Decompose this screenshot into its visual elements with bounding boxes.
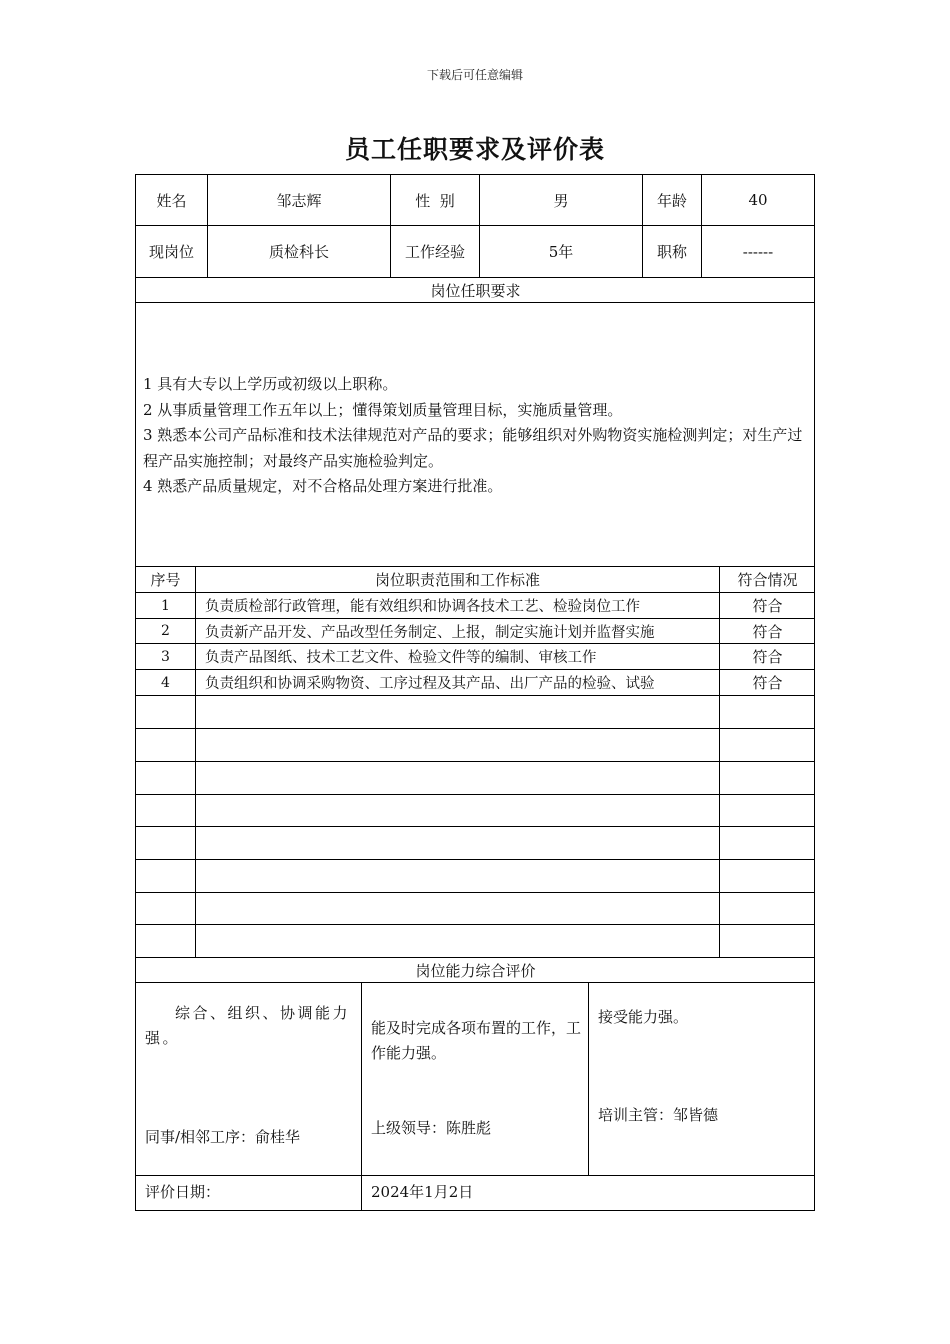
- name-label: 姓名: [156, 191, 187, 210]
- divider: [135, 826, 815, 827]
- table-row-scope: 负责产品图纸、技术工艺文件、检验文件等的编制、审核工作: [205, 650, 597, 666]
- divider: [135, 695, 815, 696]
- divider: [195, 566, 196, 957]
- title-label: 职称: [656, 243, 687, 261]
- age-value: 40: [748, 191, 768, 209]
- title-value: ------: [742, 242, 774, 261]
- table-row-no: 3: [161, 648, 170, 665]
- table-row-scope: 负责组织和协调采购物资、工序过程及其产品、出厂产品的检验、试验: [205, 676, 655, 692]
- name-value: 邹志辉: [276, 191, 322, 210]
- requirements-list: [143, 372, 808, 500]
- requirement-item: 4 熟悉产品质量规定，对不合格品处理方案进行批准。: [143, 477, 503, 495]
- divider: [361, 982, 362, 1211]
- divider: [588, 982, 589, 1175]
- gender-value: 男: [553, 191, 569, 210]
- training-signature: 培训主管：邹皆德: [598, 1106, 719, 1124]
- table-row-status: 符合: [752, 674, 783, 692]
- col-header-no: 序号: [150, 571, 181, 589]
- table-row-status: 符合: [752, 622, 783, 641]
- date-label: 评价日期：: [145, 1183, 221, 1201]
- table-row-no: 1: [161, 597, 170, 614]
- divider: [135, 302, 815, 303]
- col-header-status: 符合情况: [737, 571, 798, 589]
- requirement-item: 2 从事质量管理工作五年以上；懂得策划质量管理目标，实施质量管理。: [143, 400, 623, 419]
- requirements-heading: 岗位任职要求: [430, 281, 521, 300]
- table-row-scope: 负责质检部行政管理，能有效组织和协调各技术工艺、检验岗位工作: [205, 599, 640, 615]
- divider: [135, 1175, 815, 1176]
- divider: [135, 859, 815, 860]
- requirement-item: 1 具有大专以上学历或初级以上职称。: [143, 375, 398, 393]
- evaluation-heading: 岗位能力综合评价: [415, 961, 536, 980]
- divider: [135, 728, 815, 729]
- divider: [135, 761, 815, 762]
- experience-value: 5年: [548, 243, 574, 261]
- col-header-scope: 岗位职责范围和工作标准: [374, 571, 540, 589]
- header-note: 下载后可任意编辑: [426, 68, 523, 82]
- date-value: 2024年1月2日: [371, 1183, 474, 1201]
- table-row-status: 符合: [752, 648, 783, 666]
- divider: [135, 982, 815, 983]
- training-comment: 接受能力强。: [598, 1008, 689, 1026]
- colleague-comment: 综合、组织、协调能力强。: [145, 1004, 351, 1047]
- divider: [135, 892, 815, 893]
- table-row-no: 2: [161, 623, 170, 639]
- experience-label: 工作经验: [404, 243, 465, 261]
- table-row-no: 4: [161, 674, 170, 691]
- position-label: 现岗位: [148, 243, 194, 261]
- requirement-item: 3 熟悉本公司产品标准和技术法律规范对产品的要求；能够组织对外购物资实施检测判定；对生产过程产品实施控制；对最终产品实施检验判定。: [143, 426, 803, 470]
- table-row-status: 符合: [752, 597, 783, 615]
- age-label: 年龄: [656, 191, 687, 210]
- table-row-scope: 负责新产品开发、产品改型任务制定、上报，制定实施计划并监督实施: [205, 624, 655, 641]
- divider: [135, 794, 815, 795]
- leader-signature: 上级领导：陈胜彪: [371, 1119, 492, 1137]
- position-value: 质检科长: [268, 243, 329, 261]
- gender-label: 性 别: [415, 191, 455, 210]
- colleague-signature: 同事/相邻工序：俞桂华: [145, 1128, 301, 1146]
- leader-comment: 能及时完成各项布置的工作，工作能力强。: [371, 1019, 582, 1062]
- page-title: 员工任职要求及评价表: [344, 135, 605, 164]
- divider: [135, 924, 815, 925]
